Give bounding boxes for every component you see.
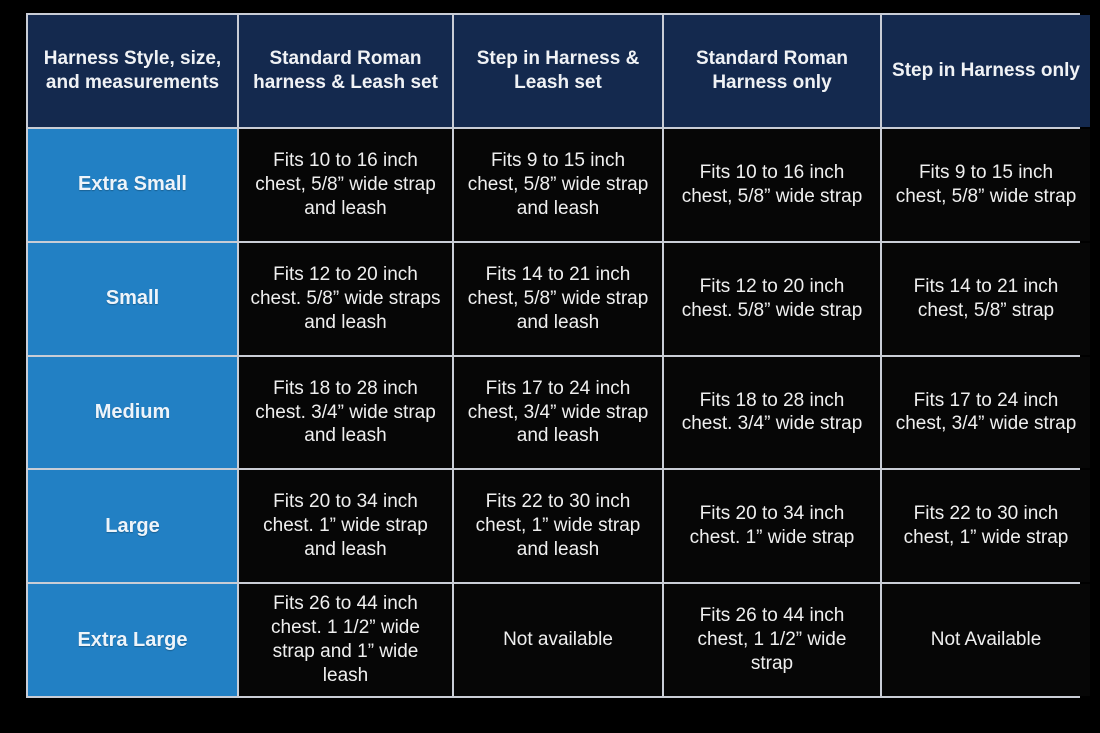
harness-size-table [26, 13, 1080, 698]
cell-extra-small-roman-leash-set: Fits 10 to 16 inch chest, 5/8” wide strap and leash [239, 129, 452, 241]
column-header-style-size: Harness Style, size, and measurements [28, 15, 237, 127]
cell-extra-large-roman-only: Fits 26 to 44 inch chest, 1 1/2” wide strap [664, 584, 880, 696]
cell-medium-stepin-leash-set: Fits 17 to 24 inch chest, 3/4” wide strap and leash [454, 357, 662, 469]
row-label-large: Large [28, 470, 237, 582]
column-header-roman-leash-set: Standard Roman harness & Leash set [239, 15, 452, 127]
cell-medium-roman-only: Fits 18 to 28 inch chest. 3/4” wide strap [664, 357, 880, 469]
cell-extra-large-roman-leash-set: Fits 26 to 44 inch chest. 1 1/2” wide strap and 1” wide leash [239, 584, 452, 696]
cell-extra-large-stepin-leash-set: Not available [454, 584, 662, 696]
row-label-extra-large: Extra Large [28, 584, 237, 696]
cell-small-roman-only: Fits 12 to 20 inch chest. 5/8” wide strap [664, 243, 880, 355]
column-header-roman-only: Standard Roman Harness only [664, 15, 880, 127]
cell-extra-large-stepin-only: Not Available [882, 584, 1090, 696]
cell-small-roman-leash-set: Fits 12 to 20 inch chest. 5/8” wide straps and leash [239, 243, 452, 355]
cell-large-roman-leash-set: Fits 20 to 34 inch chest. 1” wide strap and leash [239, 470, 452, 582]
column-header-stepin-leash-set: Step in Harness & Leash set [454, 15, 662, 127]
cell-large-stepin-leash-set: Fits 22 to 30 inch chest, 1” wide strap and leash [454, 470, 662, 582]
cell-extra-small-roman-only: Fits 10 to 16 inch chest, 5/8” wide strap [664, 129, 880, 241]
cell-large-stepin-only: Fits 22 to 30 inch chest, 1” wide strap [882, 470, 1090, 582]
column-header-stepin-only: Step in Harness only [882, 15, 1090, 127]
cell-extra-small-stepin-only: Fits 9 to 15 inch chest, 5/8” wide strap [882, 129, 1090, 241]
cell-large-roman-only: Fits 20 to 34 inch chest. 1” wide strap [664, 470, 880, 582]
cell-small-stepin-only: Fits 14 to 21 inch chest, 5/8” strap [882, 243, 1090, 355]
cell-medium-roman-leash-set: Fits 18 to 28 inch chest. 3/4” wide strap and leash [239, 357, 452, 469]
row-label-medium: Medium [28, 357, 237, 469]
cell-medium-stepin-only: Fits 17 to 24 inch chest, 3/4” wide strap [882, 357, 1090, 469]
cell-small-stepin-leash-set: Fits 14 to 21 inch chest, 5/8” wide strap and leash [454, 243, 662, 355]
row-label-small: Small [28, 243, 237, 355]
row-label-extra-small: Extra Small [28, 129, 237, 241]
cell-extra-small-stepin-leash-set: Fits 9 to 15 inch chest, 5/8” wide strap and leash [454, 129, 662, 241]
